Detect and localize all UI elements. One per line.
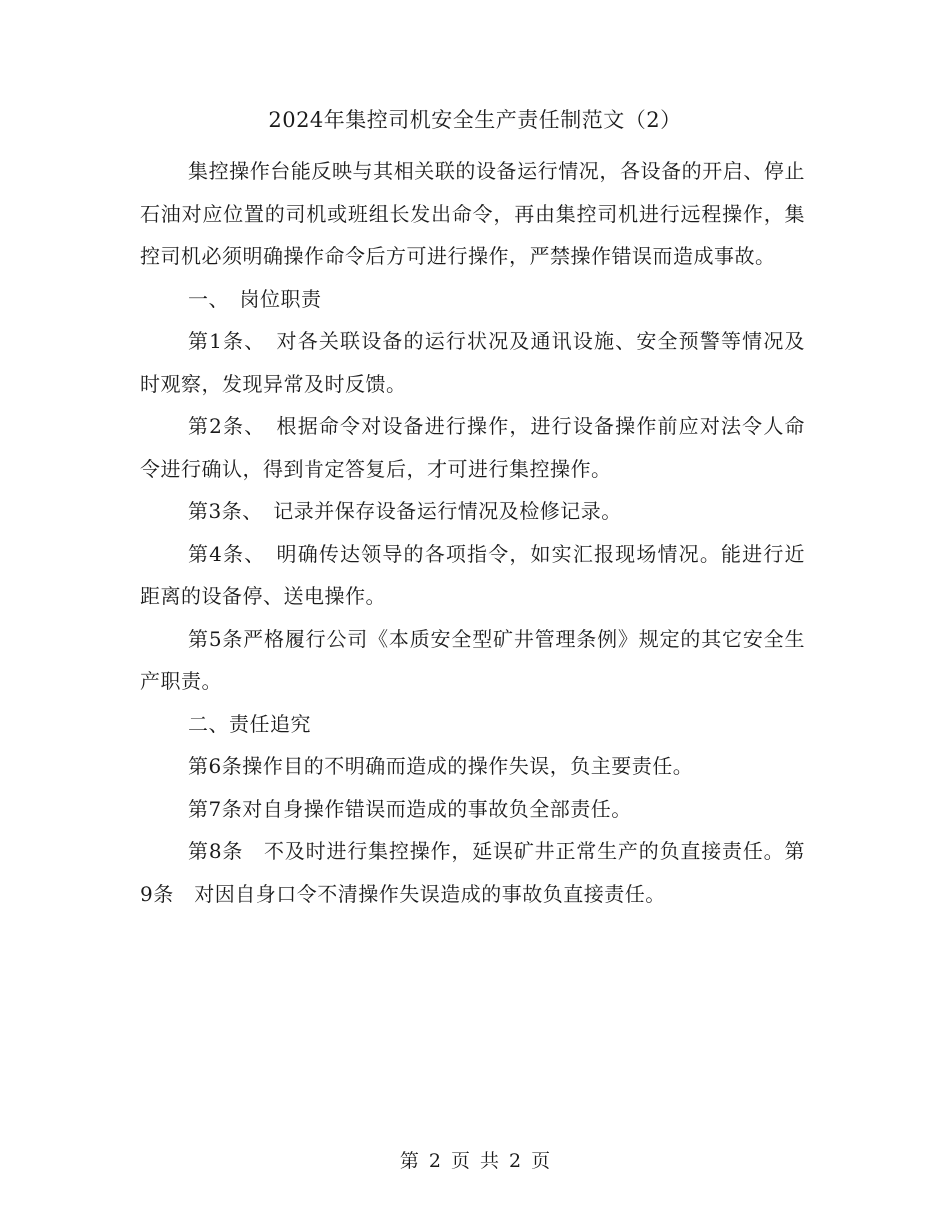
article-1-paragraph: 第1条、 对各关联设备的运行状况及通讯设施、安全预警等情况及时观察，发现异常及时反馈。 — [140, 329, 805, 396]
section-heading-accountability: 二、责任追究 — [188, 711, 311, 736]
section-heading-duties: 一、 岗位职责 — [188, 286, 322, 311]
page-number-footer: 第 2 页 共 2 页 — [399, 1150, 551, 1172]
article-2-paragraph: 第2条、 根据命令对设备进行操作，进行设备操作前应对法令人命令进行确认，得到肯定答复后，才可进行集控操作。 — [140, 414, 805, 481]
article-5-paragraph: 第5条严格履行公司《本质安全型矿井管理条例》规定的其它安全生产职责。 — [140, 626, 805, 693]
article-7-paragraph: 第7条对自身操作错误而造成的事故负全部责任。 — [188, 796, 632, 821]
article-3-paragraph: 第3条、 记录并保存设备运行情况及检修记录。 — [188, 499, 622, 523]
article-4-paragraph: 第4条、 明确传达领导的各项指令，如实汇报现场情况。能进行近距离的设备停、送电操作。 — [140, 541, 805, 608]
article-8-9-paragraph: 第8条 不及时进行集控操作，延误矿井正常生产的负直接责任。第9条 对因自身口令不清操作失误造成的事故负直接责任。 — [140, 839, 805, 906]
article-6-paragraph: 第6条操作目的不明确而造成的操作失误，负主要责任。 — [188, 754, 694, 778]
intro-paragraph: 集控操作台能反映与其相关联的设备运行情况，各设备的开启、停止石油对应位置的司机或班组长发出命令，再由集控司机进行远程操作，集控司机必须明确操作命令后方可进行操作，严禁操作错误而造成事故。 — [140, 159, 805, 268]
document-title: 2024年集控司机安全生产责任制范文（2） — [268, 108, 682, 132]
document-body — [140, 150, 805, 915]
